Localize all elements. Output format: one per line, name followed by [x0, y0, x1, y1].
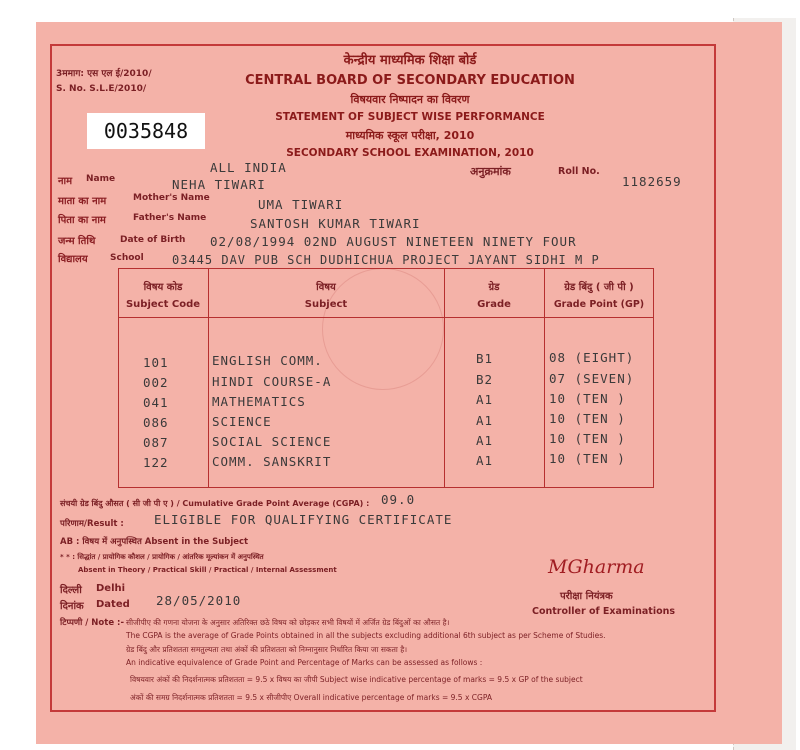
subject-grade: A1 — [476, 433, 494, 448]
subject-grade: A1 — [476, 453, 494, 468]
cgpa-value: 09.0 — [381, 492, 416, 507]
statement-title: STATEMENT OF SUBJECT WISE PERFORMANCE — [275, 111, 545, 123]
subject-grade: B2 — [476, 372, 494, 387]
subject-code: 101 — [143, 355, 169, 370]
school-label-hindi: विद्यालय — [58, 254, 88, 265]
issue-date: 28/05/2010 — [156, 593, 242, 608]
note-line: An indicative equivalence of Grade Point and Percentage of Marks can be assessed as follows : — [126, 658, 483, 667]
col-gp-header-hindi: ग्रेड बिंदु ( जी पी ) — [564, 282, 634, 293]
controller-title-hindi: परीक्षा नियंत्रक — [560, 591, 613, 602]
board-name-hindi: केन्द्रीय माध्यमिक शिक्षा बोर्ड — [343, 53, 477, 68]
subject-grade: B1 — [476, 351, 494, 366]
subject-name: ENGLISH COMM. — [212, 353, 323, 368]
subject-name: SOCIAL SCIENCE — [212, 434, 332, 449]
subject-code: 122 — [143, 455, 169, 470]
subject-code: 086 — [143, 415, 169, 430]
table-header-rule — [118, 317, 654, 318]
board-name: CENTRAL BOARD OF SECONDARY EDUCATION — [245, 73, 575, 88]
subject-code: 087 — [143, 435, 169, 450]
dated-label-hindi: दिनांक — [60, 601, 84, 612]
subject-name: MATHEMATICS — [212, 394, 306, 409]
subject-grade-point: 10 (TEN ) — [549, 431, 626, 446]
place: Delhi — [96, 583, 126, 594]
dob-label: Date of Birth — [120, 235, 186, 245]
note-line: सीजीपीए की गणना योजना के अनुसार अतिरिक्त छठे विषय को छोड़कर सभी विषयों में अर्जित ग्रेड बिंदुओं का औसत है। — [126, 618, 450, 627]
school-name: 03445 DAV PUB SCH DUDHICHUA PROJECT JAYANT SIDHI M P — [172, 253, 600, 267]
absent-theory-note-hindi: * * : सिद्धांत / प्रायोगिक कौशल / प्रायोगिक / आंतरिक मूल्यांकन में अनुपस्थित — [60, 553, 264, 561]
dob-label-hindi: जन्म तिथि — [58, 236, 96, 247]
date-of-birth: 02/08/1994 02ND AUGUST NINETEEN NINETY FOUR — [210, 234, 577, 249]
col-subject-header: Subject — [304, 299, 348, 310]
note-line: अंकों की समग्र निदर्शनात्मक प्रतिशतता = 9.5 x सीजीपीए Overall indicative percentage of marks = 9.5 x CGPA — [130, 693, 493, 702]
statement-title-hindi: विषयवार निष्पादन का विवरण — [350, 93, 470, 106]
note-line: विषयवार अंकों की निदर्शनात्मक प्रतिशतता = 9.5 x विषय का जीपी Subject wise indicative percentage of marks = 9.5 x GP of the subject — [130, 675, 583, 684]
region: ALL INDIA — [210, 160, 287, 175]
subject-code: 041 — [143, 395, 169, 410]
subject-grade-point: 10 (TEN ) — [549, 391, 626, 406]
mother-name: UMA TIWARI — [258, 197, 344, 212]
col-subject-header-hindi: विषय — [316, 282, 336, 293]
roll-label: Roll No. — [558, 166, 600, 177]
subject-grade-point: 08 (EIGHT) — [549, 350, 635, 365]
father-label: Father's Name — [133, 213, 207, 223]
subject-code: 002 — [143, 375, 169, 390]
school-label: School — [110, 253, 144, 263]
candidate-name: NEHA TIWARI — [172, 177, 266, 192]
absent-theory-note: Absent in Theory / Practical Skill / Practical / Internal Assessment — [78, 566, 337, 574]
col-code-header-hindi: विषय कोड — [143, 282, 183, 293]
note-line: The CGPA is the average of Grade Points obtained in all the subjects excluding additional 6th subject as per Scheme of Studies. — [126, 631, 606, 640]
cgpa-label: संचयी ग्रेड बिंदु औसत ( सी जी पी ए ) / Cumulative Grade Point Average (CGPA) : — [60, 499, 370, 508]
subject-grade: A1 — [476, 392, 494, 407]
roll-label-hindi: अनुक्रमांक — [470, 165, 511, 178]
col-code-header: Subject Code — [125, 299, 201, 310]
col-gp-header: Grade Point (GP) — [553, 299, 645, 310]
subject-name: HINDI COURSE-A — [212, 374, 332, 389]
note-line: ग्रेड बिंदु और प्रतिशतता समतुल्यता तथा अंकों की प्रतिशतता को निम्नानुसार निर्धारित किया जा सकता है। — [126, 645, 408, 654]
father-name: SANTOSH KUMAR TIWARI — [250, 216, 421, 231]
exam-title: SECONDARY SCHOOL EXAMINATION, 2010 — [286, 147, 534, 159]
place-hindi: दिल्ली — [60, 585, 82, 596]
dated-label: Dated — [96, 599, 130, 610]
name-label: Name — [86, 174, 116, 184]
absent-note: AB : विषय में अनुपस्थित Absent in the Subject — [60, 537, 249, 547]
note-label: टिप्पणी / Note :- — [60, 618, 124, 628]
result-value: ELIGIBLE FOR QUALIFYING CERTIFICATE — [154, 512, 453, 527]
subject-grade-point: 07 (SEVEN) — [549, 371, 635, 386]
serial-prefix: S. No. S.L.E/2010/ — [56, 84, 147, 94]
col-grade-header-hindi: ग्रेड — [488, 282, 500, 293]
subject-grade: A1 — [476, 413, 494, 428]
subject-name: COMM. SANSKRIT — [212, 454, 332, 469]
roll-number: 1182659 — [622, 174, 682, 189]
serial-prefix-hindi: 3ममाग: एस एल ई/2010/ — [56, 69, 152, 79]
subject-grade-point: 10 (TEN ) — [549, 451, 626, 466]
serial-number: 0035848 — [87, 113, 205, 149]
name-label-hindi: नाम — [58, 176, 73, 187]
exam-title-hindi: माध्यमिक स्कूल परीक्षा, 2010 — [345, 129, 475, 142]
result-label: परिणाम/Result : — [60, 519, 124, 529]
controller-title: Controller of Examinations — [532, 606, 676, 617]
subject-grade-point: 10 (TEN ) — [549, 411, 626, 426]
controller-signature: MGharma — [548, 556, 645, 578]
subject-name: SCIENCE — [212, 414, 272, 429]
mother-label-hindi: माता का नाम — [58, 196, 107, 207]
col-grade-header: Grade — [477, 299, 511, 310]
mother-label: Mother's Name — [133, 193, 210, 203]
father-label-hindi: पिता का नाम — [58, 215, 106, 226]
